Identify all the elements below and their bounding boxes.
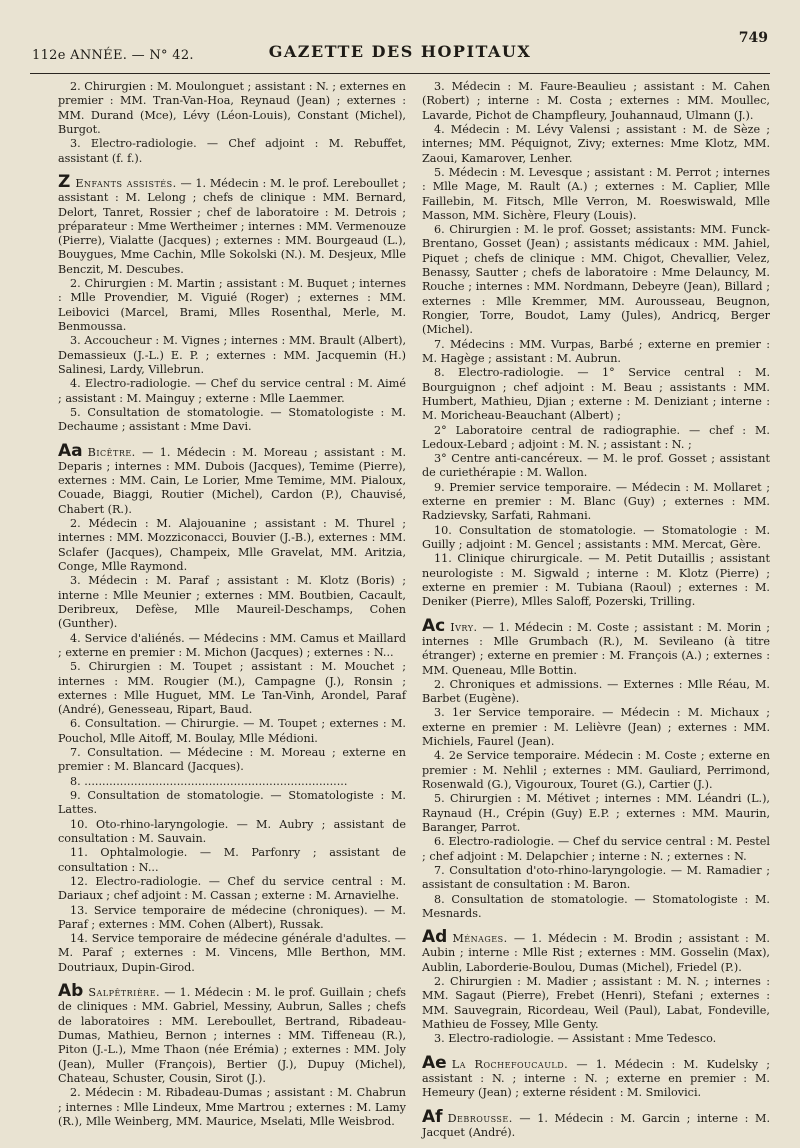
section-lead-text: — 1. Médecin : M. Coste ; assistant : M. Morin ; internes : Mlle Grumbach (R.), M. Sevileano (à titre étranger) ; externe en premier : M. François (A.) ; externes : MM. Queneau, Mlle Bottin. bbox=[422, 620, 770, 677]
paragraph: 5. Chirurgien : M. Toupet ; assistant : M. Mouchet ; internes : MM. Rougier (M.), Campagne (J.), Ronsin ; externes : Mlle Huguet, MM. Le Tan-Vinh, Arondel, Paraf (André), Genesseau, Ripart, Baud. bbox=[58, 660, 406, 717]
section-lead-text: — 1. Médecin : M. Kudelsky ; assistant : N. ; interne : N. ; externe en premier : M. Hemeury (Jean) ; externe résident : M. Smilovici. bbox=[422, 1057, 770, 1100]
journal-title: GAZETTE DES HOPITAUX bbox=[268, 42, 532, 61]
issue-number: 112e ANNÉE. — N° 42. bbox=[32, 48, 194, 63]
section-lead bbox=[58, 981, 406, 1086]
paragraph: 3. Electro-radiologie. — Chef adjoint : M. Rebuffet, assistant (f. f.). bbox=[58, 137, 406, 165]
section-mark: Aa bbox=[58, 440, 83, 461]
section-lead bbox=[58, 171, 407, 277]
section-mark: Ad bbox=[422, 927, 448, 948]
paragraph: 10. Consultation de stomatologie. — Stomatologie : M. Guilly ; adjoint : M. Gencel ; assistants : MM. Mercat, Gère. bbox=[422, 523, 770, 551]
paragraph: 8. Consultation de stomatologie. — Stomatologiste : M. Mesnards. bbox=[422, 892, 770, 920]
paragraph: 3. 1er Service temporaire. — Médecin : M. Michaux ; externe en premier : M. Lelièvre (Jean) ; externes : MM. Michiels, Faurel (Jean). bbox=[422, 706, 770, 749]
paragraph: 2° Laboratoire central de radiographie. — chef : M. Ledoux-Lebard ; adjoint : M. N. ; assistant : N. ; bbox=[422, 423, 770, 451]
page-number: 749 bbox=[738, 30, 768, 46]
hospital-section bbox=[422, 1106, 770, 1141]
hospital-section bbox=[58, 440, 407, 976]
section-lead bbox=[422, 1106, 770, 1141]
hospital-name: Ménages. bbox=[452, 932, 508, 946]
paragraph: 2. Médecin : M. Alajouanine ; assistant : M. Thurel ; internes : MM. Mozziconacci, Bouvier (J.-B.), externes : MM. Sclafer (Jacques), Champeix, Mlle Gravelat, MM. Aritzia, Conge, Mlle Raymond. bbox=[58, 517, 406, 573]
paragraph: 8. .......................................................................... bbox=[70, 774, 348, 788]
paragraph: 14. Service temporaire de médecine générale d'adultes. — M. Paraf ; externes : M. Vincens, Mlle Berthon, MM. Doutriaux, Dupin-Girod. bbox=[58, 932, 406, 974]
section-mark: Ae bbox=[422, 1052, 447, 1073]
section-lead-text: — 1. Médecin : M. Brodin ; assistant : M. Aubin ; interne : Mlle Rist ; externes : MM. Gosselin (Max), Aublin, Laborderie-Boulou, Dumas (Michel), Friedel (P.). bbox=[422, 932, 770, 974]
hospital-name: Bicêtre. bbox=[87, 445, 136, 459]
section-lead-text: — 1. Médecin : M. le prof. Guillain ; chefs de cliniques : MM. Gabriel, Messiny, Aubrun, Salles ; chefs de laboratoires : MM. Lereboullet, Bertrand, Ribadeau-Dumas, Mathieu, Bernon ; internes : MM. Tiffeneau (R.), Piton (J.-L.), Mme Thaon (née Erémia) ; externes : MM. Joly (Jean), Muller (François), Bertier (J.), Dupuy (Michel), Chateau, Schuster, Cousin, Sirot (J.). bbox=[58, 986, 406, 1085]
paragraph: 5. Consultation de stomatologie. — Stomatologiste : M. Dechaume ; assistant : Mme Davi. bbox=[58, 405, 406, 434]
right-column bbox=[422, 80, 770, 1140]
paragraph: 4. Electro-radiologie. — Chef du service central : M. Aimé ; assistant : M. Mainguy ; externe : Mlle Laemmer. bbox=[58, 377, 406, 405]
section-mark: Ac bbox=[422, 615, 446, 636]
section-lead bbox=[58, 440, 407, 518]
hospital-name: La Rochefoucauld. bbox=[451, 1057, 569, 1071]
section-lead-text: — 1. Médecin : M. le prof. Lereboullet ; assistant : M. Lelong ; chefs de clinique : MM. Bernard, Delort, Tanret, Rossier ; chef de laboratoire : M. Detrois ; préparateur : Mme Wertheimer ; internes : MM. Vermenouze (Pierre), Vialatte (Jacques) ; externes : MM. Bourgeaud (L.), Bouygues, Mme Cachin, Mlle Sokolski (N.). M. Desjeux, Mlle Benczit, M. Descubes. bbox=[58, 176, 407, 276]
section-mark: Ab bbox=[58, 981, 84, 1002]
header-rule bbox=[30, 73, 770, 74]
paragraph: 3° Centre anti-cancéreux. — M. le prof. Gosset ; assistant de curiethérapie : M. Wallon. bbox=[422, 452, 770, 480]
paragraph: 7. Médecins : MM. Vurpas, Barbé ; externe en premier : M. Hagège ; assistant : M. Aubrun. bbox=[422, 337, 770, 365]
paragraph: 3. Electro-radiologie. — Assistant : Mme Tedesco. bbox=[434, 1032, 717, 1046]
hospital-name: Debrousse. bbox=[447, 1111, 513, 1125]
hospital-section bbox=[422, 615, 770, 922]
paragraph: 2. Chirurgien : M. Moulonguet ; assistant : N. ; externes en premier : MM. Tran-Van-Hoa, Reynaud (Jean) ; externes : MM. Durand (Mce), Lévy (Léon-Louis), Constant (Michel), Burgot. bbox=[58, 80, 406, 136]
section-lead bbox=[422, 1052, 770, 1101]
section-mark: Z bbox=[58, 171, 71, 192]
hospital-section bbox=[422, 1052, 770, 1101]
paragraph: 3. Médecin : M. Faure-Beaulieu ; assistant : M. Cahen (Robert) ; interne : M. Costa ; externes : MM. Moullec, Lavarde, Pichot de Champfleury, Jouhannaud, Ulmann (J.). bbox=[422, 80, 770, 122]
paragraph: 2. Chirurgien : M. Madier ; assistant : M. N. ; internes : MM. Sagaut (Pierre), Frebet (Henri), Stefani ; externes : MM. Sauvegrain, Ricordeau, Weil (Paul), Labat, Fondeville, Mathieu de Fossey, Mlle Genty. bbox=[422, 975, 770, 1031]
paragraph: 11. Clinique chirurgicale. — M. Petit Dutaillis ; assistant neurologiste : M. Sigwald ; interne : M. Klotz (Pierre) ; externe en premier : M. Tubiana (Raoul) ; externes : M. Deniker (Pierre), Mlles Saloff, Pozerski, Trilling. bbox=[422, 552, 770, 609]
paragraph: 5. Médecin : M. Levesque ; assistant : M. Perrot ; internes : Mlle Mage, M. Rault (A.) ; externes : M. Caplier, Mlle Faillebin, M. Fitsch, Mlle Verron, M. Roeswiswald, Mlle Masson, MM. Sichère, Fleury (Louis). bbox=[422, 165, 770, 222]
paragraph: 2. Chroniques et admissions. — Externes : Mlle Réau, M. Barbet (Eugène). bbox=[422, 677, 770, 706]
paragraph: 4. Service d'aliénés. — Médecins : MM. Camus et Maillard ; externe en premier : M. Michon (Jacques) ; externes : N... bbox=[58, 631, 406, 659]
page-header bbox=[28, 22, 772, 68]
paragraph: 6. Consultation. — Chirurgie. — M. Toupet ; externes : M. Pouchol, Mlle Aitoff, M. Boulay, Mlle Médioni. bbox=[58, 717, 406, 745]
paragraph: 4. Médecin : M. Lévy Valensi ; assistant : M. de Sèze ; internes; MM. Péquignot, Zivy; externes: Mme Klotz, MM. Zaoui, Kamarover, Lenher. bbox=[422, 122, 770, 165]
paragraph: 6. Chirurgien : M. le prof. Gosset; assistants: MM. Funck-Brentano, Gosset (Jean) ; assistants médicaux : MM. Jahiel, Piquet ; chefs de clinique : MM. Chigot, Chevallier, Velez, Benassy, Sautter ; chefs de laboratoire : Mme Delauncy, M. Rouche ; internes : MM. Nordmann, Debeyre (Jean), Billard ; externes : Mlle Kremmer, MM. Aurousseau, Beugnon, Rongier, Torre, Boudot, Lamy (Jules), Andricq, Berger (Michel). bbox=[422, 223, 770, 337]
paragraph: 13. Service temporaire de médecine (chroniques). — M. Paraf ; externes : MM. Cohen (Albert), Russak. bbox=[58, 903, 406, 931]
paragraph: 7. Consultation d'oto-rhino-laryngologie. — M. Ramadier ; assistant de consultation : M. Baron. bbox=[422, 863, 770, 892]
hospital-name: Ivry. bbox=[450, 620, 478, 634]
paragraph: 3. Médecin : M. Paraf ; assistant : M. Klotz (Boris) ; interne : Mlle Meunier ; externes : MM. Boutbien, Cacault, Deribreux, Defèse, Mlle Maureil-Deschamps, Cohen (Gunther). bbox=[58, 574, 406, 631]
section-lead-text: — 1. Médecin : M. Moreau ; assistant : M. Deparis ; internes : MM. Dubois (Jacques), Temime (Pierre), externes : MM. Cain, Le Lorier, Mme Temime, MM. Pialoux, Couade, Biaggi, Routier (Michel), Cardon (P.), Chauvisé, Chabert (R.). bbox=[58, 445, 407, 516]
hospital-section bbox=[58, 981, 406, 1129]
paragraph: 7. Consultation. — Médecine : M. Moreau ; externe en premier : M. Blancard (Jacques). bbox=[58, 746, 406, 774]
section-lead bbox=[422, 927, 770, 975]
paragraph: 6. Electro-radiologie. — Chef du service central : M. Pestel ; chef adjoint : M. Delapchier ; interne : N. ; externes : N. bbox=[422, 835, 770, 863]
section-lead-text: — 1. Médecin : M. Garcin ; interne : M. Jacquet (André). bbox=[422, 1111, 770, 1139]
hospital-section bbox=[422, 927, 770, 1047]
paragraph: 5. Chirurgien : M. Métivet ; internes : MM. Léandri (L.), Raynaud (H., Crépin (Guy) E.P. ; externes : MM. Maurin, Baranger, Parrot. bbox=[422, 792, 770, 834]
hospital-section bbox=[58, 171, 407, 435]
paragraph: 9. Consultation de stomatologie. — Stomatologiste : M. Lattes. bbox=[58, 789, 406, 817]
paragraph: 2. Médecin : M. Ribadeau-Dumas ; assistant : M. Chabrun ; internes : Mlle Lindeux, Mme Martrou ; externes : M. Lamy (R.), Mlle Weinberg, MM. Maurice, Mselati, Mlle Weisbrod. bbox=[58, 1086, 406, 1128]
paragraph: 8. Electro-radiologie. — 1° Service central : M. Bourguignon ; chef adjoint : M. Beau ; assistants : MM. Humbert, Mathieu, Djian ; externe : M. Deniziant ; interne : M. Moricheau-Beauchant (Albert) ; bbox=[422, 366, 770, 423]
hospital-name: Enfants assistés. bbox=[75, 176, 177, 190]
paragraph: 2. Chirurgien : M. Martin ; assistant : M. Buquet ; internes : Mlle Provendier, M. Viguié (Roger) ; externes : MM. Leibovici (Marcel, Brami, Mlles Rosenthal, Merle, M. Benmoussa. bbox=[58, 277, 406, 333]
left-column bbox=[58, 80, 406, 1129]
paragraph: 10. Oto-rhino-laryngologie. — M. Aubry ; assistant de consultation : M. Sauvain. bbox=[58, 817, 406, 845]
hospital-name: Salpêtrière. bbox=[88, 986, 161, 1000]
paragraph: 4. 2e Service temporaire. Médecin : M. Coste ; externe en premier : M. Nehlil ; externes : MM. Gauliard, Perrimond, Rosenwald (G.), Vigouroux, Touret (G.), Cartier (J.). bbox=[422, 749, 770, 791]
paragraph: 11. Ophtalmologie. — M. Parfonry ; assistant de consultation : N... bbox=[58, 846, 406, 874]
paragraph: 3. Accoucheur : M. Vignes ; internes : MM. Brault (Albert), Demassieux (J.-L.) E. P. ; externes : MM. Jacquemin (H.) Salinesi, Lardy, Villebrun. bbox=[58, 334, 406, 376]
section-mark: Af bbox=[422, 1106, 443, 1127]
paragraph: 9. Premier service temporaire. — Médecin : M. Mollaret ; externe en premier : M. Blanc (Guy) ; externes : MM. Radzievsky, Sarfati, Rahmani. bbox=[422, 480, 770, 523]
section-lead bbox=[422, 615, 770, 678]
paragraph: 12. Electro-radiologie. — Chef du service central : M. Dariaux ; chef adjoint : M. Cassan ; externe : M. Arnavielhe. bbox=[58, 874, 406, 903]
